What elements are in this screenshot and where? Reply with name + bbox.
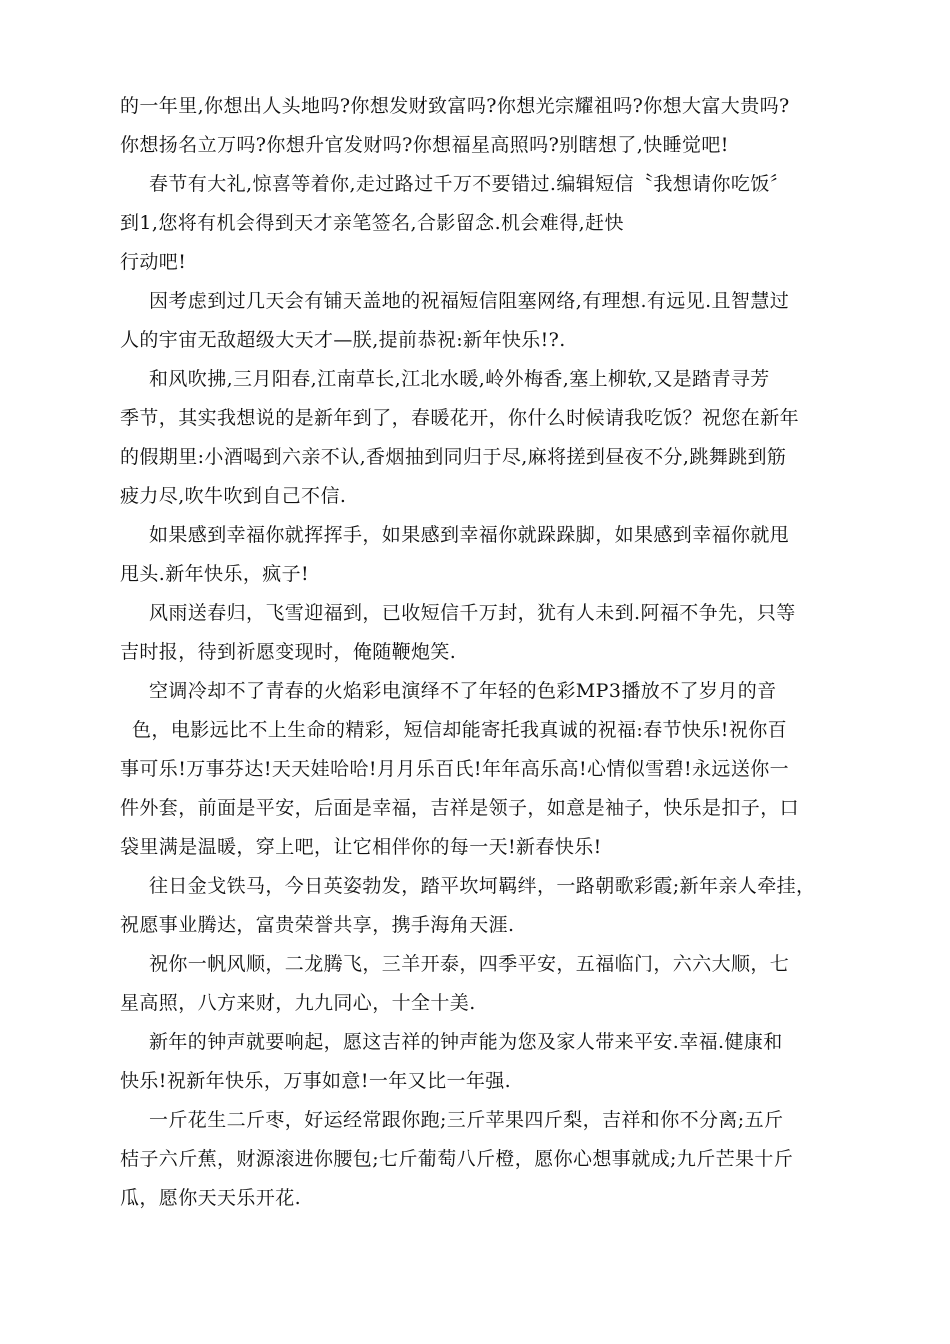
- text-line: 人的宇宙无敌超级大天才—朕,提前恭祝:新年快乐!?.: [120, 329, 566, 351]
- text-line: 吉时报，待到祈愿变现时，俺随鞭炮笑.: [120, 641, 457, 663]
- text-line: 行动吧!: [120, 251, 187, 273]
- text-line: 瓜，愿你天天乐开花.: [120, 1187, 302, 1209]
- text-line: 桔子六斤蕉，财源滚进你腰包;七斤葡萄八斤橙，愿你心想事就成;九斤芒果十斤: [120, 1148, 794, 1170]
- text-line: 如果感到幸福你就挥挥手，如果感到幸福你就跺跺脚，如果感到幸福你就甩: [149, 524, 790, 546]
- text-line: 风雨送春归，飞雪迎福到，已收短信千万封，犹有人未到.阿福不争先，只等: [149, 602, 796, 624]
- text-line: 新年的钟声就要响起，愿这吉祥的钟声能为您及家人带来平安.幸福.健康和: [149, 1031, 783, 1053]
- text-line: 祝你一帆风顺，二龙腾飞，三羊开泰，四季平安，五福临门，六六大顺，七: [149, 953, 790, 975]
- text-line: 甩头.新年快乐，疯子!: [120, 563, 310, 585]
- text-line: 和风吹拂,三月阳春,江南草长,江北水暖,岭外梅香,塞上柳软,又是踏青寻芳: [149, 368, 770, 390]
- text-line: 因考虑到过几天会有铺天盖地的祝福短信阻塞网络,有理想.有远见.且智慧过: [149, 290, 790, 312]
- text-line: 件外套，前面是平安，后面是幸福，吉祥是领子，如意是袖子，快乐是扣子，口: [120, 797, 800, 819]
- text-line: 春节有大礼,惊喜等着你,走过路过千万不要错过.编辑短信〝我想请你吃饭〞: [149, 173, 790, 195]
- text-line: 星高照，八方来财，九九同心，十全十美.: [120, 992, 476, 1014]
- text-line: 往日金戈铁马，今日英姿勃发，踏平坎坷羁绊，一路朝歌彩霞;新年亲人牵挂，: [149, 875, 816, 897]
- text-line: 事可乐!万事芬达!天天娃哈哈!月月乐百氏!年年高乐高!心情似雪碧!永远送你一: [120, 758, 790, 780]
- text-line: 快乐!祝新年快乐，万事如意!一年又比一年强.: [120, 1070, 512, 1092]
- text-line: 祝愿事业腾达，富贵荣誉共享，携手海角天涯.: [120, 914, 515, 936]
- text-line: 一斤花生二斤枣，好运经常跟你跑;三斤苹果四斤梨，吉祥和你不分离;五斤: [149, 1109, 784, 1131]
- text-line: 空调冷却不了青春的火焰彩电演绎不了年轻的色彩MP3播放不了岁月的音: [149, 680, 777, 702]
- text-line: 疲力尽,吹牛吹到自己不信.: [120, 485, 347, 507]
- text-line: 的假期里:小酒喝到六亲不认,香烟抽到同归于尽,麻将搓到昼夜不分,跳舞跳到筋: [120, 446, 787, 468]
- text-line: 你想扬名立万吗?你想升官发财吗?你想福星高照吗?别瞎想了,快睡觉吧!: [120, 134, 729, 156]
- text-line: 季节，其实我想说的是新年到了，春暖花开，你什么时候请我吃饭？祝您在新年: [120, 407, 800, 429]
- text-line: 袋里满是温暖，穿上吧，让它相伴你的每一天!新春快乐!: [120, 836, 602, 858]
- text-line: 色，电影远比不上生命的精彩，短信却能寄托我真诚的祝福:春节快乐!祝你百: [132, 719, 788, 741]
- text-line: 到1,您将有机会得到天才亲笔签名,合影留念.机会难得,赶快: [120, 212, 624, 234]
- text-line: 的一年里,你想出人头地吗?你想发财致富吗?你想光宗耀祖吗?你想大富大贵吗?: [120, 95, 790, 117]
